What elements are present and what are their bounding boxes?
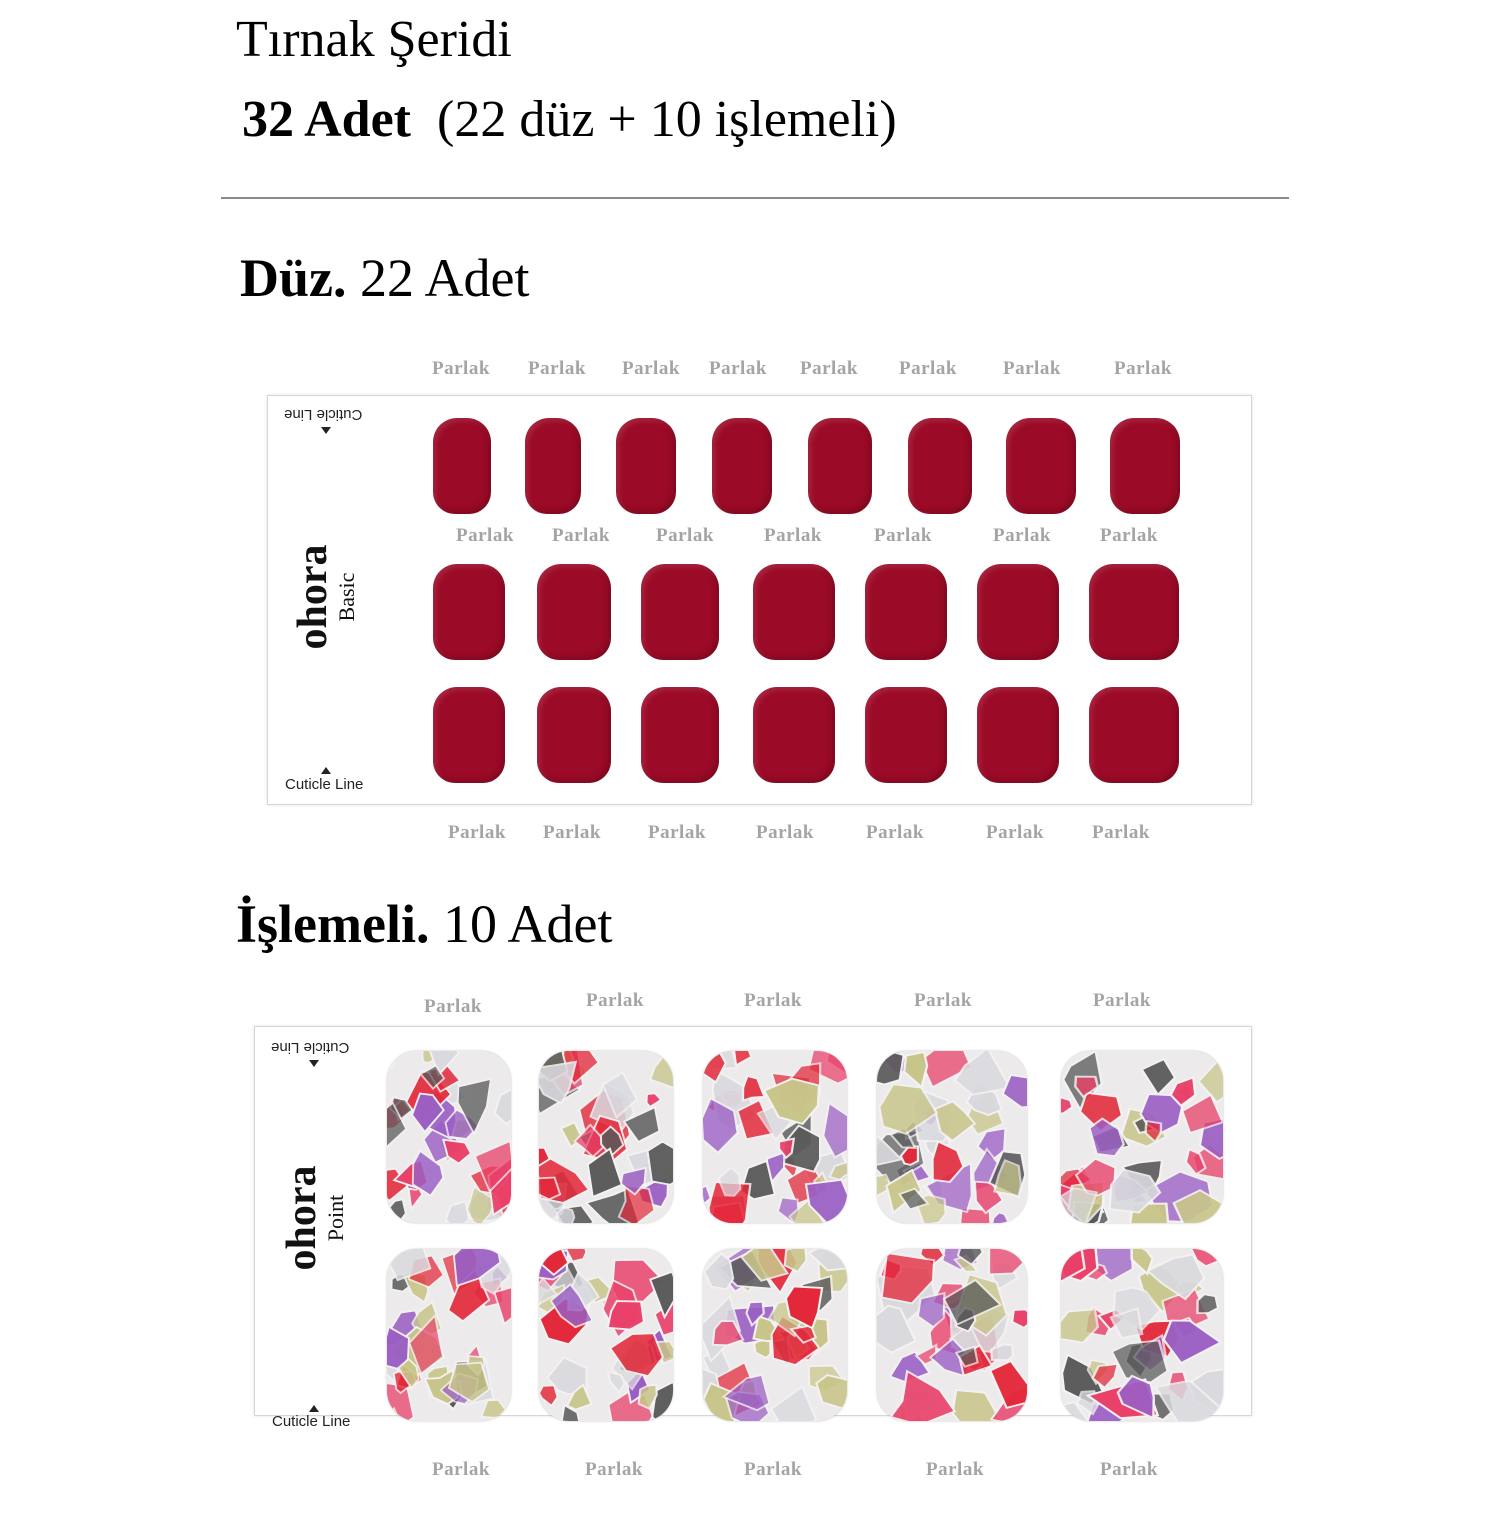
mosaic-pattern [877, 1051, 1027, 1223]
finish-label: Parlak [432, 358, 490, 379]
nail-tip-basic [753, 564, 835, 660]
finish-label: Parlak [432, 1459, 490, 1480]
finish-label: Parlak [874, 525, 932, 546]
finish-label: Parlak [800, 358, 858, 379]
finish-label: Parlak [926, 1459, 984, 1480]
finish-label: Parlak [448, 822, 506, 843]
nail-tip-basic [537, 564, 611, 660]
brand-name: ohora [290, 544, 336, 650]
nail-tip-basic [712, 418, 772, 514]
finish-label: Parlak [622, 358, 680, 379]
brand-sub: Basic [334, 572, 359, 622]
finish-label: Parlak [456, 525, 514, 546]
point-heading [236, 894, 612, 954]
nail-tip-basic [808, 418, 872, 514]
nail-tip-point [1061, 1051, 1223, 1223]
nail-tip-basic [865, 687, 947, 783]
finish-label: Parlak [756, 822, 814, 843]
finish-label: Parlak [914, 990, 972, 1011]
cuticle-line-label-top: Cuticle Line [271, 1039, 350, 1056]
mosaic-pattern [387, 1051, 511, 1223]
nail-tip-point [539, 1051, 673, 1223]
nail-tip-point [539, 1249, 673, 1421]
finish-label: Parlak [528, 358, 586, 379]
finish-label: Parlak [543, 822, 601, 843]
nail-tip-basic [641, 687, 719, 783]
nail-tip-basic [433, 418, 491, 514]
finish-label: Parlak [648, 822, 706, 843]
mosaic-pattern [539, 1249, 673, 1421]
cuticle-arrow-down-icon [321, 427, 331, 434]
finish-label: Parlak [866, 822, 924, 843]
finish-label: Parlak [656, 525, 714, 546]
brand-logo [280, 1138, 350, 1298]
mosaic-pattern [703, 1249, 847, 1421]
nail-tip-basic [1006, 418, 1076, 514]
finish-label: Parlak [899, 358, 957, 379]
finish-label: Parlak [993, 525, 1051, 546]
finish-label: Parlak [744, 990, 802, 1011]
nail-tip-basic [908, 418, 972, 514]
finish-label: Parlak [586, 990, 644, 1011]
finish-label: Parlak [709, 358, 767, 379]
mosaic-pattern [877, 1249, 1027, 1421]
nail-tip-basic [537, 687, 611, 783]
mosaic-pattern [539, 1051, 673, 1223]
point-nail-sheet [254, 1026, 1252, 1430]
finish-label: Parlak [1100, 1459, 1158, 1480]
cuticle-line-label-bottom: Cuticle Line [285, 776, 364, 793]
brand-sub: Point [323, 1194, 348, 1242]
basic-nail-sheet [267, 395, 1252, 805]
nail-tip-basic [753, 687, 835, 783]
cuticle-arrow-up-icon [309, 1405, 319, 1412]
page-title: Tırnak Şeridi [236, 11, 512, 68]
nail-tip-point [703, 1249, 847, 1421]
finish-label: Parlak [1100, 525, 1158, 546]
finish-label: Parlak [424, 996, 482, 1017]
mosaic-pattern [703, 1051, 847, 1223]
nail-tip-basic [977, 687, 1059, 783]
nail-tip-basic [1089, 564, 1179, 660]
nail-tip-basic [616, 418, 676, 514]
brand-name: ohora [279, 1165, 325, 1271]
nail-tip-point [877, 1249, 1027, 1421]
nail-tip-basic [865, 564, 947, 660]
point-heading-bold: İşlemeli. [236, 894, 430, 954]
basic-heading-count: 22 Adet [360, 248, 530, 308]
finish-label: Parlak [744, 1459, 802, 1480]
nail-tip-basic [433, 687, 505, 783]
nail-tip-basic [1089, 687, 1179, 783]
nail-tip-basic [977, 564, 1059, 660]
nail-tip-basic [1110, 418, 1180, 514]
finish-label: Parlak [1093, 990, 1151, 1011]
finish-label: Parlak [585, 1459, 643, 1480]
nail-tip-point [387, 1249, 511, 1421]
nail-tip-basic [525, 418, 581, 514]
nail-tip-basic [433, 564, 505, 660]
nail-tip-point [877, 1051, 1027, 1223]
basic-heading-bold: Düz. [240, 248, 347, 308]
basic-heading [240, 248, 530, 308]
total-count-detail: (22 düz + 10 işlemeli) [437, 91, 897, 148]
finish-label: Parlak [764, 525, 822, 546]
total-count-bold: 32 Adet [242, 91, 411, 148]
brand-logo [291, 517, 361, 677]
mosaic-pattern [387, 1249, 511, 1421]
divider [221, 197, 1289, 199]
cuticle-line-label-bottom: Cuticle Line [272, 1413, 351, 1430]
nail-tip-point [703, 1051, 847, 1223]
mosaic-pattern [1061, 1249, 1223, 1421]
cuticle-arrow-up-icon [321, 767, 331, 774]
finish-label: Parlak [1092, 822, 1150, 843]
point-heading-count: 10 Adet [442, 894, 613, 954]
cuticle-arrow-down-icon [309, 1060, 319, 1067]
cuticle-line-label-top: Cuticle Line [284, 406, 363, 423]
nail-tip-point [387, 1051, 511, 1223]
finish-label: Parlak [1114, 358, 1172, 379]
total-count [242, 90, 897, 150]
nail-tip-point [1061, 1249, 1223, 1421]
nail-tip-basic [641, 564, 719, 660]
finish-label: Parlak [1003, 358, 1061, 379]
finish-label: Parlak [986, 822, 1044, 843]
mosaic-pattern [1061, 1051, 1223, 1223]
finish-label: Parlak [552, 525, 610, 546]
